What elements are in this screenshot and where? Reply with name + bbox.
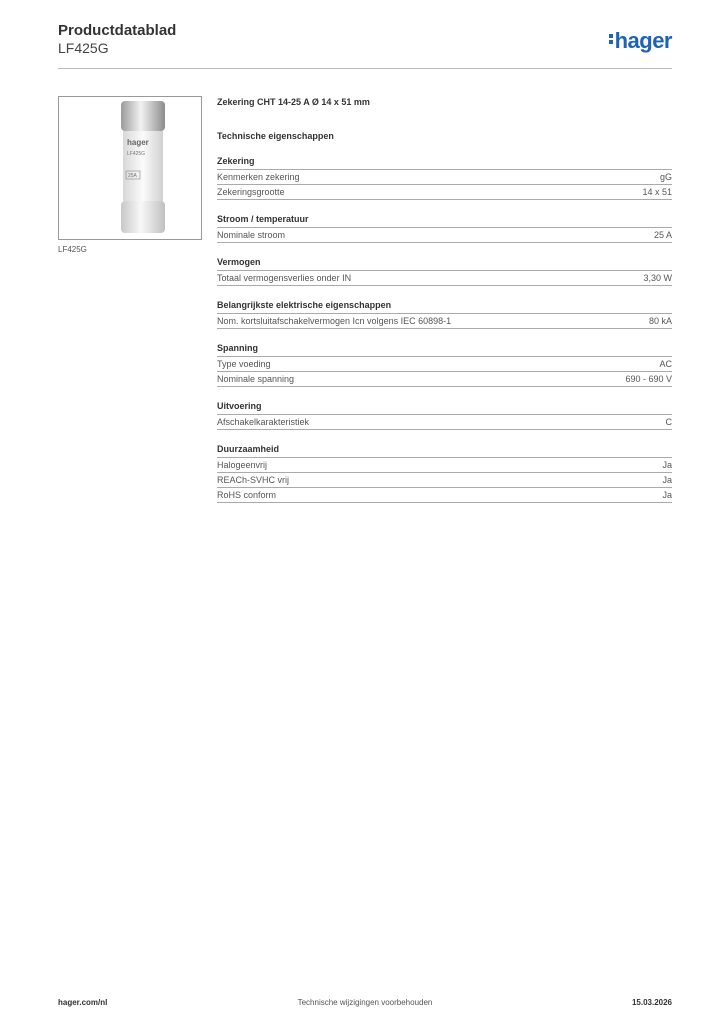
spec-label: Zekeringsgrootte [217,187,285,197]
spec-value: 14 x 51 [642,187,672,197]
spec-group-title: Spanning [217,343,672,357]
spec-label: RoHS conform [217,490,277,500]
spec-value: C [665,417,672,427]
product-code: LF425G [58,40,109,56]
spec-row [217,458,672,473]
footer-website: hager.com/nl [58,998,108,1007]
spec-value: 3,30 W [643,273,672,283]
spec-row [217,185,672,200]
spec-group-title: Uitvoering [217,401,672,415]
spec-group-title: Belangrijkste elektrische eigenschappen [217,300,672,314]
spec-row [217,372,672,387]
spec-label: Totaal vermogensverlies onder IN [217,273,352,283]
header-divider [58,68,672,69]
spec-group [217,300,672,329]
spec-value: 80 kA [648,316,672,326]
spec-group [217,257,672,286]
footer-date: 15.03.2026 [631,998,672,1007]
spec-row [217,271,672,286]
page-header [58,22,176,57]
image-caption: LF425G [58,245,87,254]
product-image [58,96,202,240]
spec-label: Nominale stroom [217,230,286,240]
spec-row [217,314,672,329]
logo-dots-icon [609,32,613,46]
spec-row [217,170,672,185]
spec-group [217,214,672,243]
spec-value: AC [659,359,672,369]
fuse-label-brand: hager [127,138,149,147]
spec-group [217,444,672,503]
spec-label: Nominale spanning [217,374,295,384]
section-title: Technische eigenschappen [217,131,334,141]
spec-label: REACh-SVHC vrij [217,475,290,485]
spec-label: Afschakelkarakteristiek [217,417,310,427]
spec-row [217,473,672,488]
spec-label: Halogeenvrij [217,460,268,470]
spec-row [217,415,672,430]
spec-label: Kenmerken zekering [217,172,300,182]
spec-group-title: Stroom / temperatuur [217,214,672,228]
spec-value: Ja [662,475,672,485]
fuse-label-rating: 25A [128,173,137,179]
spec-value: 690 - 690 V [625,374,672,384]
spec-row [217,357,672,372]
spec-group [217,156,672,200]
spec-row [217,488,672,503]
spec-label: Nom. kortsluitafschakelvermogen Icn volgens IEC 60898-1 [217,316,452,326]
footer-note: Technische wijzigingen voorbehouden [297,998,433,1007]
spec-value: gG [659,172,672,182]
hager-logo [609,28,672,54]
spec-group-title: Zekering [217,156,672,170]
spec-group-title: Duurzaamheid [217,444,672,458]
spec-label: Type voeding [217,359,271,369]
spec-group-title: Vermogen [217,257,672,271]
spec-group [217,401,672,430]
page-title: Productdatablad [58,22,177,39]
logo-text: hager [614,28,672,53]
fuse-icon [119,101,167,235]
spec-content [217,96,672,503]
product-name: Zekering CHT 14-25 A Ø 14 x 51 mm [217,97,370,107]
spec-groups [217,156,672,503]
spec-value: Ja [662,490,672,500]
spec-value: Ja [662,460,672,470]
spec-value: 25 A [653,230,672,240]
fuse-label-code: LF425G [127,151,146,157]
spec-row [217,228,672,243]
spec-group [217,343,672,387]
